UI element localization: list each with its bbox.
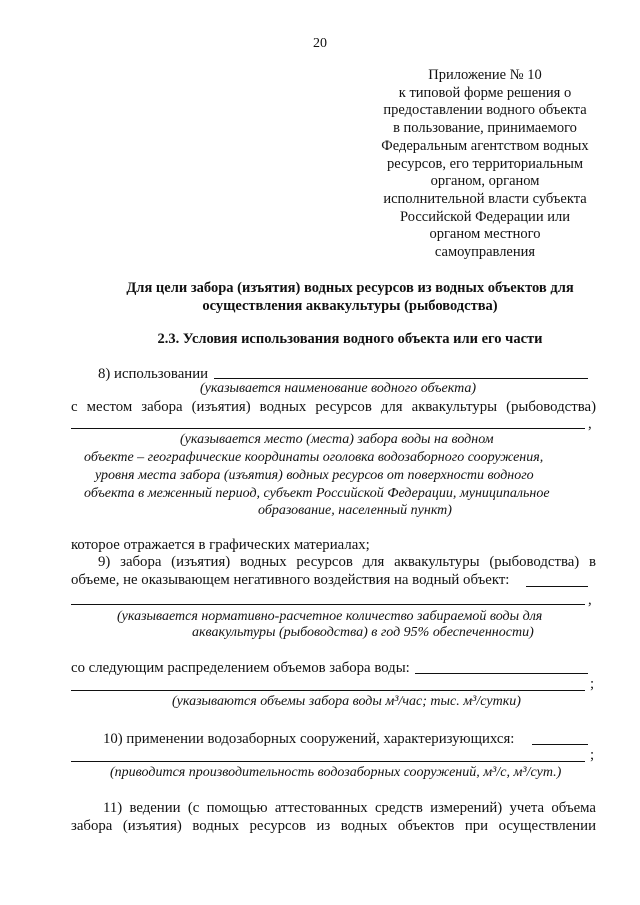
item10-semicolon: ; xyxy=(590,747,595,763)
item9-hint-line: (указывается нормативно-расчетное количество забираемой воды для xyxy=(117,609,543,624)
distribution-full-line xyxy=(71,690,585,691)
appendix-line: в пользование, принимаемого xyxy=(393,120,577,137)
volume-inline-line xyxy=(526,586,588,587)
appendix-line: Российской Федерации или xyxy=(400,208,570,225)
item8-label: 8) использовании xyxy=(98,366,209,382)
item8-place-text: с местом забора (изъятия) водных ресурсов для аквакультуры (рыбоводства) xyxy=(71,399,596,415)
page-number: 20 xyxy=(313,36,327,51)
appendix-line: Федеральным агентством водных xyxy=(381,137,589,154)
appendix-line: ресурсов, его территориальным xyxy=(387,155,583,172)
appendix-line: Приложение № 10 xyxy=(428,67,542,83)
volume-full-line xyxy=(71,604,585,605)
appendix-line: предоставлении водного объекта xyxy=(383,102,587,119)
item11-line-2: забора (изъятия) водных ресурсов из водных объектов при осуществлении xyxy=(71,818,596,834)
item10-hint: (приводится производительность водозаборных сооружений, м³/с, м³/сут.) xyxy=(110,765,562,780)
appendix-line: исполнительной власти субъекта xyxy=(383,190,587,207)
item8-comma: , xyxy=(588,416,592,432)
title-line-1: Для цели забора (изъятия) водных ресурсов из водных объектов для xyxy=(126,280,574,296)
appendix-line: к типовой форме решения о xyxy=(398,84,572,101)
item8-hint-line: уровня места забора (изъятия) водных ресурсов от поверхности водного xyxy=(95,468,534,483)
item9-comma: , xyxy=(588,592,592,608)
item9-hint-line: аквакультуры (рыбоводства) в год 95% обеспеченности) xyxy=(192,625,534,640)
item8-hint-line: объекте – географические координаты оголовка водозаборного сооружения, xyxy=(84,450,544,465)
section-heading: 2.3. Условия использования водного объекта или его части xyxy=(157,331,543,347)
intake-full-line xyxy=(71,761,585,762)
intake-place-line xyxy=(71,428,585,429)
appendix-block xyxy=(340,67,630,262)
item8-graphic-text: которое отражается в графических материалах; xyxy=(71,537,370,553)
item9-volume-hint: (указываются объемы забора воды м³/час; тыс. м³/сутки) xyxy=(172,694,521,709)
appendix-line: самоуправления xyxy=(434,244,536,261)
item9-semicolon: ; xyxy=(590,676,595,692)
item8-hint: (указывается наименование водного объекта) xyxy=(200,381,477,396)
title-line-2: осуществления аквакультуры (рыбоводства) xyxy=(202,298,498,314)
document-title xyxy=(60,279,640,315)
item11-line-1: 11) ведении (с помощью аттестованных средств измерений) учета объема xyxy=(103,800,596,816)
item9-line-1: 9) забора (изъятия) водных ресурсов для аквакультуры (рыбоводства) в xyxy=(98,554,596,570)
item8-hint-line: объекта в меженный период, субъект Российской Федерации, муниципальное xyxy=(84,486,550,501)
appendix-line: органом местного xyxy=(429,226,541,243)
intake-inline-line xyxy=(532,744,588,745)
item10-text: 10) применении водозаборных сооружений, характеризующихся: xyxy=(103,731,515,747)
item9-distribution-text: со следующим распределением объемов забора воды: xyxy=(71,660,410,676)
item8-hint-line: образование, населенный пункт) xyxy=(258,503,452,518)
item8-hint-line: (указывается место (места) забора воды на водном xyxy=(180,432,494,447)
appendix-line: органом, органом xyxy=(430,173,540,190)
distribution-inline-line xyxy=(415,673,588,674)
item9-line-2: объеме, не оказывающем негативного воздействия на водный объект: xyxy=(71,572,510,588)
water-object-name-line xyxy=(214,378,588,379)
